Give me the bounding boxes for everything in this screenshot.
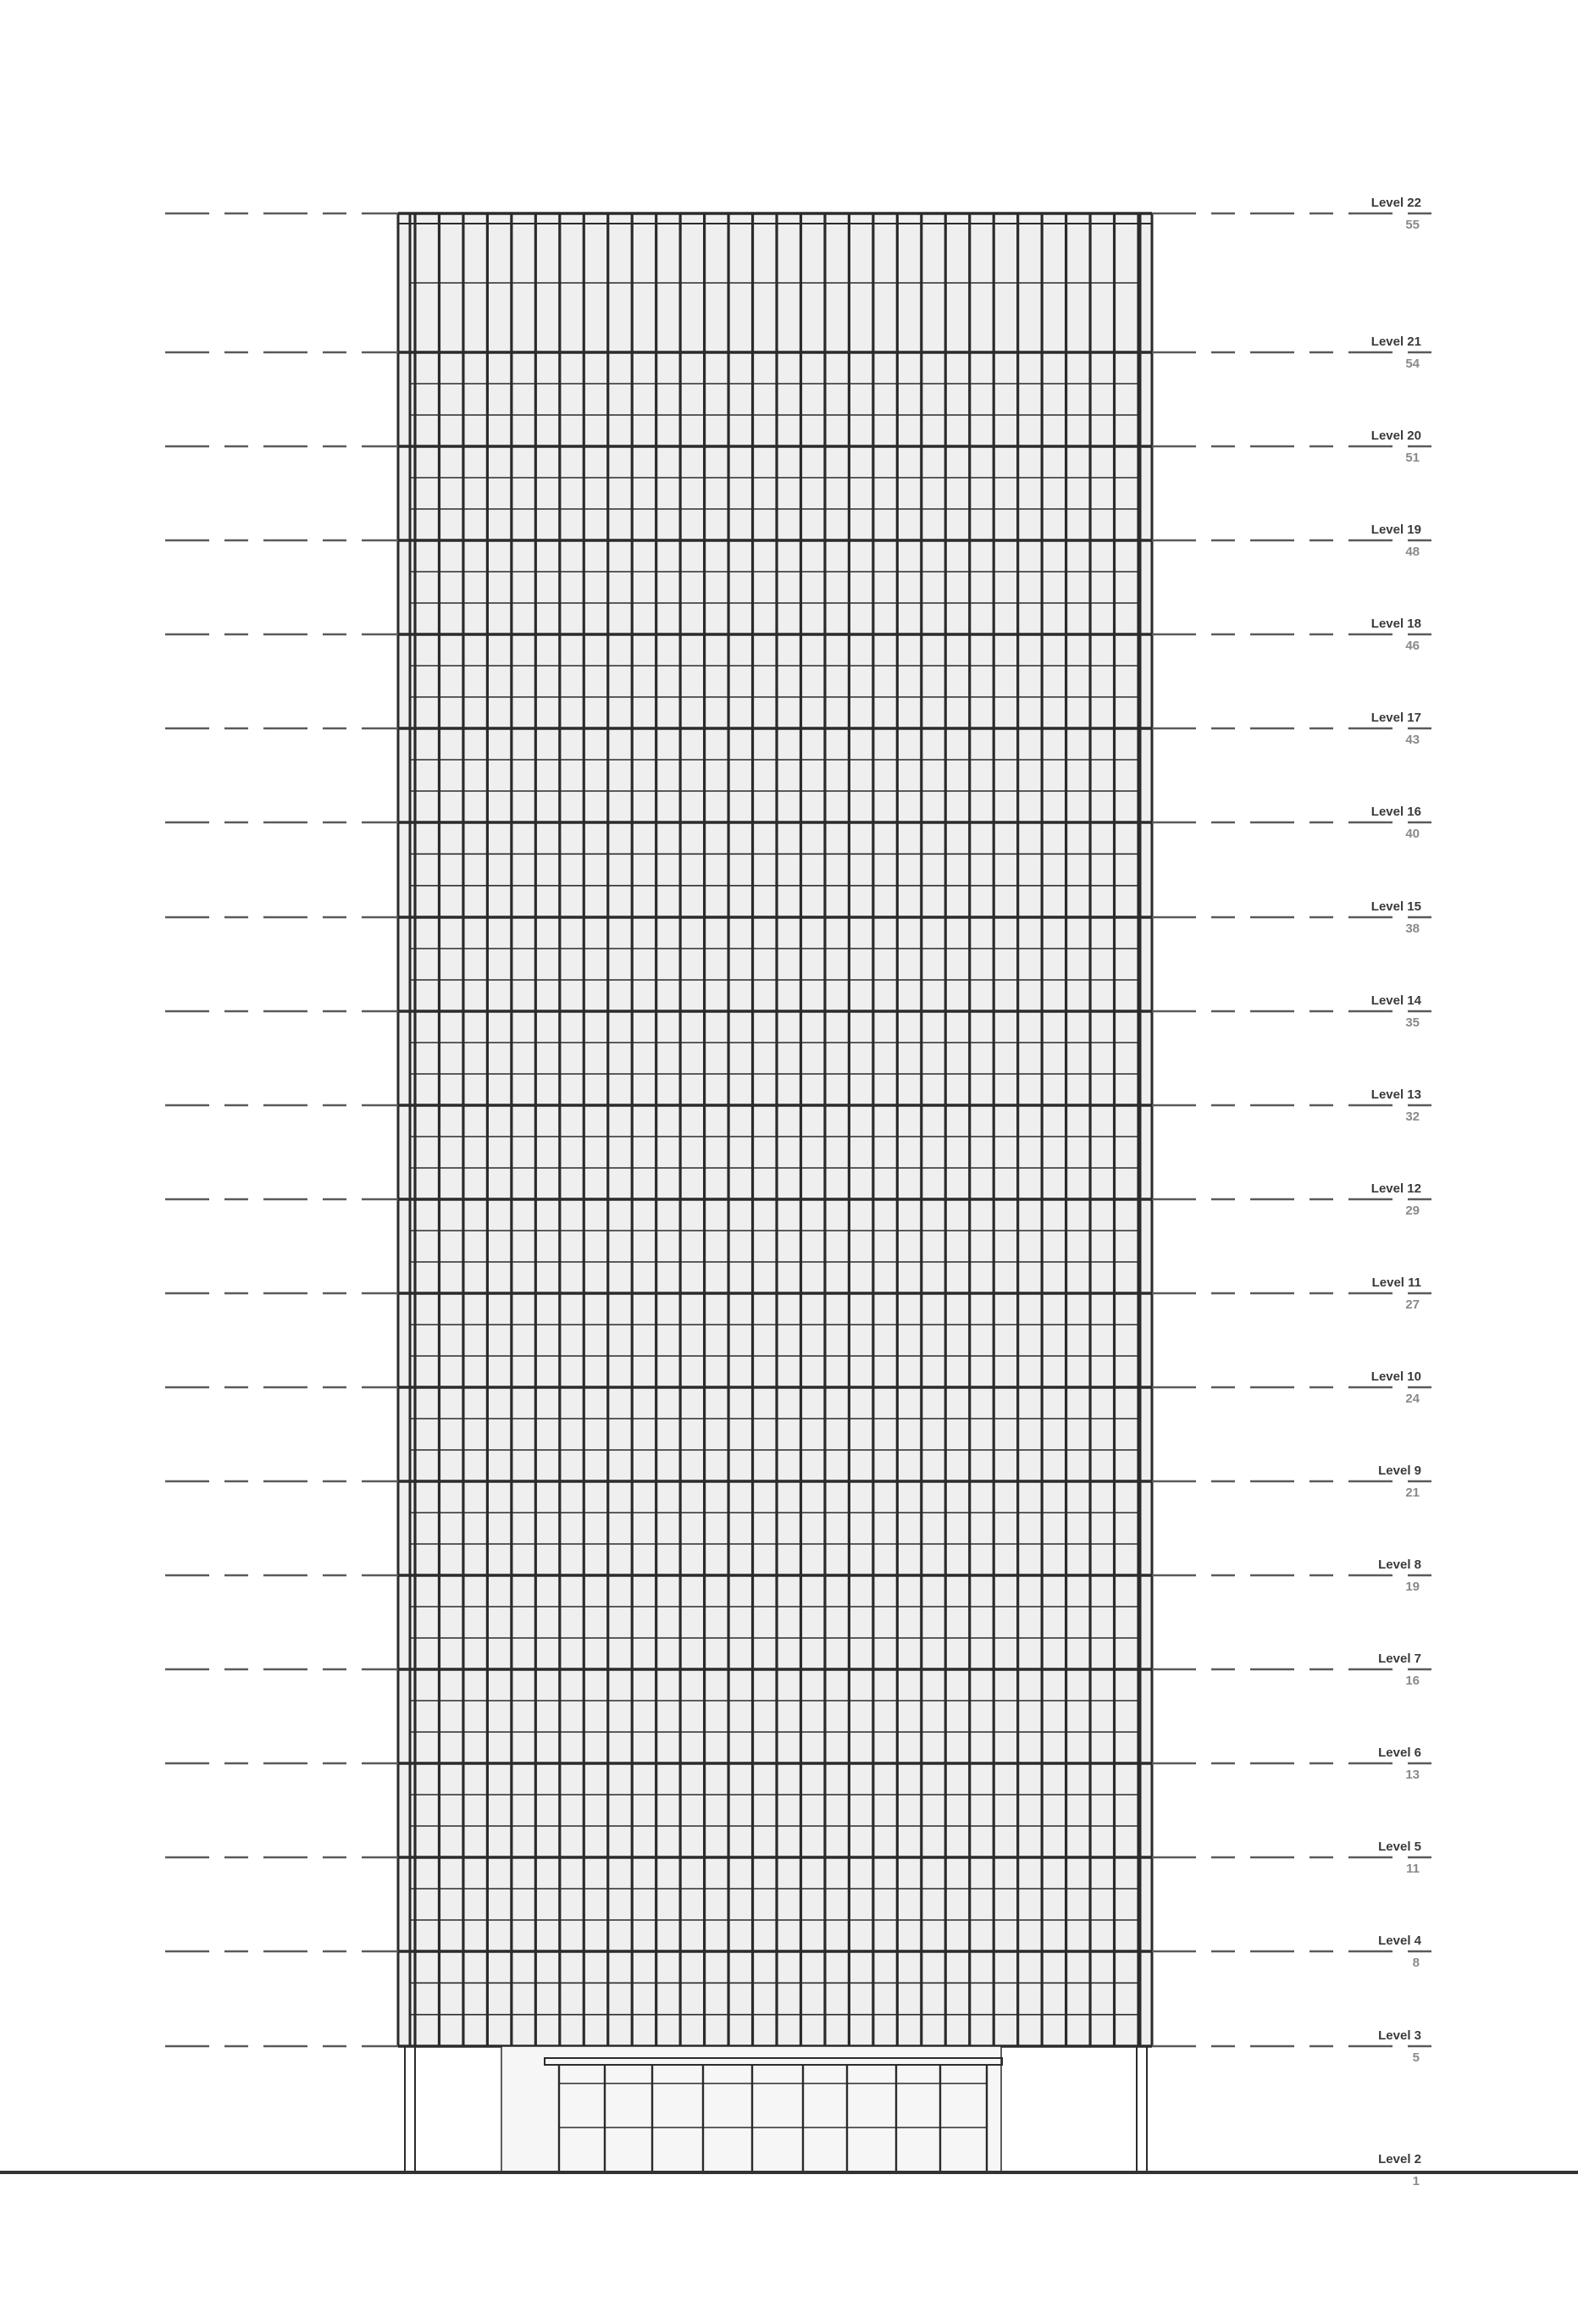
level-elevation: 21 [1405, 1486, 1420, 1500]
level-name: Level 10 [1370, 1370, 1421, 1384]
level-elevation: 29 [1405, 1204, 1420, 1218]
level-elevation: 46 [1405, 639, 1420, 653]
level-elevation: 27 [1405, 1298, 1420, 1312]
level-name: Level 15 [1370, 899, 1421, 914]
level-name: Level 19 [1370, 523, 1421, 537]
level-name: Level 3 [1378, 2028, 1421, 2043]
level-name: Level 12 [1370, 1181, 1421, 1196]
level-elevation: 1 [1412, 2174, 1420, 2188]
level-elevation: 32 [1405, 1109, 1420, 1124]
level-name: Level 14 [1370, 993, 1421, 1008]
level-name: Level 11 [1371, 1275, 1421, 1290]
level-elevation: 55 [1405, 218, 1420, 232]
level-elevation: 13 [1405, 1768, 1420, 1782]
level-elevation: 5 [1412, 2050, 1420, 2065]
level-name: Level 8 [1378, 1558, 1421, 1572]
level-name: Level 22 [1370, 196, 1421, 210]
level-name: Level 6 [1378, 1746, 1421, 1760]
level-elevation: 16 [1405, 1674, 1420, 1688]
level-name: Level 16 [1370, 805, 1421, 819]
level-elevation: 40 [1405, 827, 1420, 841]
level-name: Level 17 [1370, 711, 1421, 725]
level-elevation: 38 [1405, 921, 1420, 936]
tower-facade [398, 213, 1152, 2046]
level-elevation: 8 [1412, 1956, 1420, 1970]
level-name: Level 7 [1378, 1652, 1421, 1666]
level-elevation: 11 [1406, 1862, 1420, 1876]
level-name: Level 5 [1378, 1840, 1421, 1854]
level-elevation: 35 [1405, 1015, 1420, 1030]
level-name: Level 13 [1370, 1087, 1421, 1102]
level-name: Level 9 [1378, 1464, 1421, 1478]
level-name: Level 2 [1378, 2152, 1421, 2166]
level-elevation: 24 [1405, 1392, 1420, 1406]
level-elevation: 48 [1405, 545, 1420, 559]
level-name: Level 18 [1370, 617, 1421, 631]
level-elevation: 54 [1405, 357, 1420, 371]
level-elevation: 19 [1405, 1580, 1420, 1594]
level-name: Level 21 [1370, 335, 1421, 349]
level-elevation: 51 [1405, 451, 1420, 465]
level-name: Level 4 [1378, 1934, 1421, 1948]
level-name: Level 20 [1370, 429, 1421, 443]
level-elevation: 43 [1405, 733, 1420, 747]
